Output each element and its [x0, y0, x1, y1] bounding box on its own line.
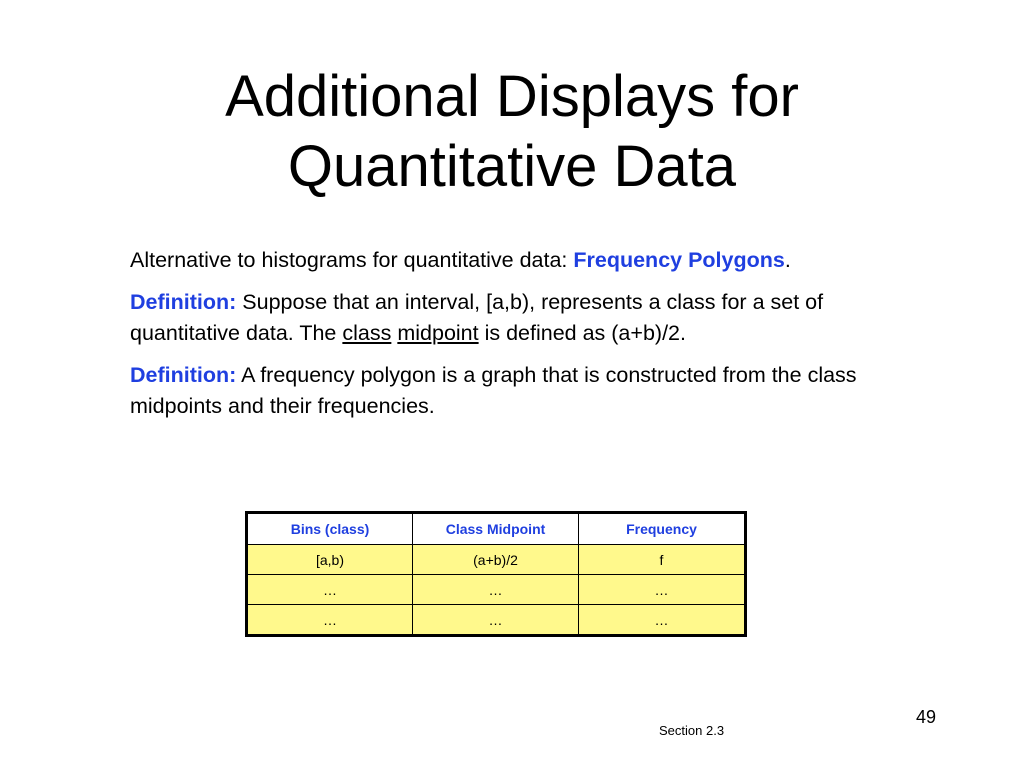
table-row — [247, 605, 746, 636]
definition-label: Definition: — [130, 363, 237, 387]
frequency-table — [245, 511, 747, 637]
intro-period: . — [784, 248, 791, 272]
column-header-bins: Bins (class) — [247, 513, 413, 545]
slide-title-line-1: Additional Displays for — [225, 64, 799, 129]
table-row — [247, 575, 746, 605]
table-cell: (a+b)/2 — [413, 545, 579, 575]
definition-text-end: is defined as (a+b)/2. — [478, 321, 686, 345]
class-midpoint-definition — [130, 287, 910, 349]
page-number: 49 — [915, 707, 936, 727]
intro-paragraph — [130, 245, 910, 276]
table-cell: … — [413, 575, 579, 605]
table-cell: … — [247, 575, 413, 605]
definition-label: Definition: — [130, 290, 237, 314]
underlined-term-class: class — [342, 321, 392, 345]
table-header-row — [247, 513, 746, 545]
table-cell: … — [579, 605, 746, 636]
table-cell: f — [579, 545, 746, 575]
frequency-polygon-definition — [130, 360, 910, 422]
table-cell: … — [247, 605, 413, 636]
slide-title-line-2: Quantitative Data — [287, 134, 737, 199]
definition-text: A frequency polygon is a graph that is constructed from the class midpoints and their frequencies. — [130, 363, 857, 418]
intro-text: Alternative to histograms for quantitative data: — [130, 248, 574, 272]
definition-text-start: Suppose that an interval, [a,b), represents a class for a set of quantitative data. The — [130, 290, 824, 345]
slide-title — [0, 62, 1024, 202]
frequency-polygons-term: Frequency Polygons — [573, 248, 785, 272]
footer-section-label: Section 2.3 — [659, 723, 725, 738]
table-row — [247, 545, 746, 575]
underlined-term-midpoint: midpoint — [397, 321, 479, 345]
column-header-class-midpoint: Class Midpoint — [413, 513, 579, 545]
table-cell: … — [413, 605, 579, 636]
table-cell: [a,b) — [247, 545, 413, 575]
table-cell: … — [579, 575, 746, 605]
column-header-frequency: Frequency — [579, 513, 746, 545]
slide-body — [130, 245, 910, 433]
